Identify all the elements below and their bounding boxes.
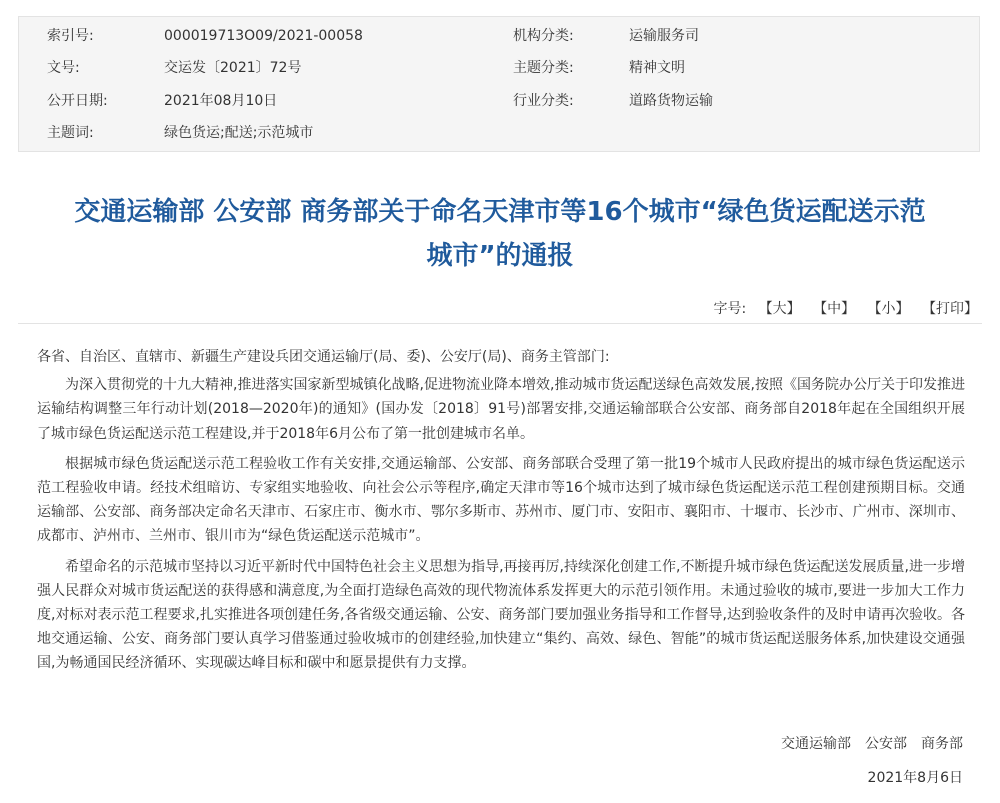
topic-category-label: 主题分类: (513, 60, 574, 76)
index-value: 000019713O09/2021-00058 (164, 28, 363, 44)
paragraph-1: 为深入贯彻党的十九大精神,推进落实国家新型城镇化战略,促进物流业降本增效,推动城市货运配送绿色高效发展,按照《国务院办公厅关于印发推进运输结构调整三年行动计划(2018—2020年)的通知》(国办发〔2018〕91号)部署安排,交通运输部联合公安部、商务部自2018年起在全国组织开展了城市绿色货运配送示范工程建设,并于2018年6月公布了第一批创建城市名单。 (37, 377, 965, 442)
topic-category-value: 精神文明 (629, 60, 685, 76)
article-body (37, 345, 965, 676)
title-line-1: 交通运输部 公安部 商务部关于命名天津市等16个城市“绿色货运配送示范 (74, 197, 926, 227)
index-label: 索引号: (47, 28, 94, 44)
salutation: 各省、自治区、直辖市、新疆生产建设兵团交通运输厅(局、委)、公安厅(局)、商务主管部门: (37, 349, 610, 365)
paragraph-2: 根据城市绿色货运配送示范工程验收工作有关安排,交通运输部、公安部、商务部联合受理了第一批19个城市人民政府提出的城市绿色货运配送示范工程验收申请。经技术组暗访、专家组实地验收、向社会公示等程序,确定天津市等16个城市达到了城市绿色货运配送示范工程创建预期目标。交通运输部、公安部、商务部决定命名天津市、石家庄市、衡水市、鄂尔多斯市、苏州市、厦门市、安阳市、襄阳市、十堰市、长沙市、广州市、深圳市、成都市、泸州市、兰州市、银川市为“绿色货运配送示范城市”。 (37, 455, 965, 545)
print-link[interactable]: 【打印】 (922, 301, 978, 317)
publish-date-label: 公开日期: (47, 93, 108, 109)
page-title (20, 190, 980, 278)
doc-number-label: 文号: (47, 60, 80, 76)
publish-date-value: 2021年08月10日 (164, 93, 278, 109)
paragraph-3: 希望命名的示范城市坚持以习近平新时代中国特色社会主义思想为指导,再接再厉,持续深化创建工作,不断提升城市绿色货运配送发展质量,进一步增强人民群众对城市货运配送的获得感和满意度,为全面打造绿色高效的现代物流体系发挥更大的示范引领作用。未通过验收的城市,要进一步加大工作力度,对标对表示范工程要求,扎实推进各项创建任务,各省级交通运输、公安、商务部门要加强业务指导和工作督导,达到验收条件的及时申请再次验收。各地交通运输、公安、商务部门要认真学习借鉴通过验收城市的创建经验,加快建立“集约、高效、绿色、智能”的城市货运配送服务体系,加快建设交通强国,为畅通国民经济循环、实现碳达峰目标和碳中和愿景提供有力支撑。 (37, 558, 965, 672)
meta-row-index (19, 24, 979, 48)
meta-row-keywords (19, 121, 979, 145)
font-large-link[interactable]: 【大】 (758, 301, 801, 317)
signature-date: 2021年8月6日 (867, 770, 963, 786)
title-divider (18, 323, 982, 324)
signature-issuers: 交通运输部 公安部 商务部 (781, 736, 963, 752)
font-small-link[interactable]: 【小】 (867, 301, 910, 317)
industry-category-value: 道路货物运输 (629, 93, 713, 109)
org-category-value: 运输服务司 (629, 28, 699, 44)
meta-row-date (19, 89, 979, 113)
metadata-panel (18, 16, 980, 152)
keywords-label: 主题词: (47, 125, 94, 141)
meta-row-doc (19, 56, 979, 80)
font-medium-link[interactable]: 【中】 (813, 301, 856, 317)
industry-category-label: 行业分类: (513, 93, 574, 109)
org-category-label: 机构分类: (513, 28, 574, 44)
font-size-label: 字号: (713, 301, 747, 317)
doc-number-value: 交运发〔2021〕72号 (164, 60, 302, 76)
font-size-toolbar (713, 299, 978, 319)
title-line-2: 城市”的通报 (426, 241, 574, 271)
keywords-value: 绿色货运;配送;示范城市 (164, 125, 314, 141)
